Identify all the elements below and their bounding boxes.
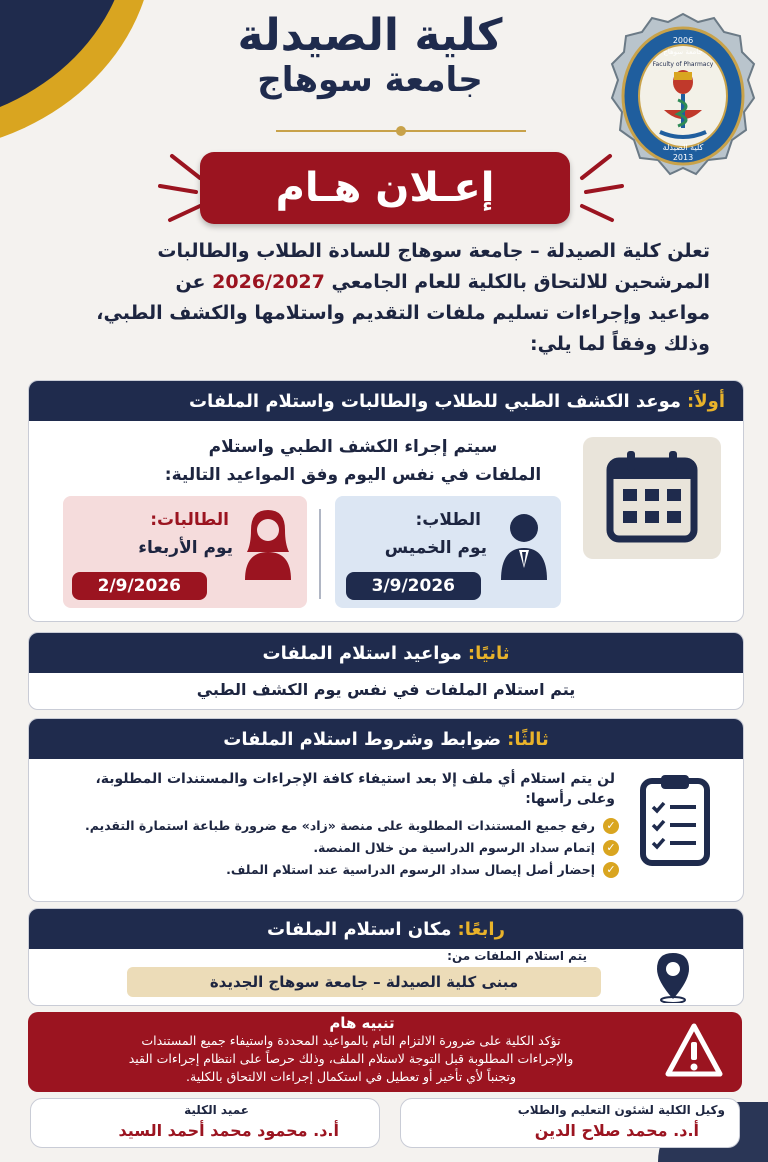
seal-year-bottom: 2013 (672, 153, 694, 162)
male-students-box (335, 496, 561, 608)
section2-header (29, 633, 743, 673)
seal-text-top: جامعة سوهاج (663, 48, 703, 56)
important-warning-box (28, 1012, 742, 1092)
section4-label: يتم استلام الملفات من: (447, 949, 587, 963)
section2-ordinal: ثانيًا: (467, 642, 510, 664)
dean-title: عميد الكلية (184, 1103, 249, 1117)
location-pin-icon (653, 951, 693, 1003)
warning-title: تنبيه هام (329, 1014, 395, 1032)
section-medical-exam (28, 380, 744, 622)
dean-name: أ.د. محمود محمد أحمد السيد (118, 1121, 339, 1140)
section3-ordinal: ثالثًا: (507, 728, 549, 750)
section3-intro (45, 769, 615, 809)
divider-dot (396, 126, 406, 136)
list-item-text: إتمام سداد الرسوم الدراسية من خلال المنصة. (313, 840, 595, 855)
intro-line-3: مواعيد وإجراءات تسليم ملفات التقديم واستلامها والكشف الطبي، (96, 302, 710, 324)
gender-divider (319, 509, 321, 599)
section4-title: مكان استلام الملفات (267, 918, 452, 940)
section-file-conditions (28, 718, 744, 902)
warning-text (46, 1032, 656, 1086)
section2-text: يتم استلام الملفات في نفس يوم الكشف الطبي (196, 680, 576, 699)
warning-line1: تؤكد الكلية على ضرورة الالتزام التام بالمواعيد المحددة واستيفاء جميع المستندات (141, 1033, 561, 1048)
section1-desc-line1: سيتم إجراء الكشف الطبي واستلام (208, 437, 498, 457)
calendar-icon (583, 437, 721, 559)
section-file-receipt-dates (28, 632, 744, 710)
intro-line-2b: عن (175, 271, 206, 293)
intro-line-2a: المرشحين للالتحاق بالكلية للعام الجامعي (331, 271, 710, 293)
page-header (170, 8, 570, 102)
page-title: كلية الصيدلة (237, 10, 503, 61)
page-subtitle: جامعة سوهاج (257, 60, 483, 100)
female-day: يوم الأربعاء (138, 538, 233, 558)
male-student-icon (497, 510, 551, 580)
female-date: 2/9/2026 (72, 572, 207, 600)
section3-checklist (39, 815, 619, 881)
warning-icon (664, 1022, 724, 1078)
banner-rays-right (572, 148, 632, 228)
section3-header (29, 719, 743, 759)
seal-text-english: Faculty of Pharmacy (652, 61, 714, 68)
section3-intro-line1: لن يتم استلام أي ملف إلا بعد استيفاء كافة الإجراءات والمستندات المطلوبة، (95, 771, 615, 787)
seal-text-bottom: كلية الصيدلة (662, 143, 704, 152)
section4-header (29, 909, 743, 949)
important-announcement-banner (200, 152, 570, 224)
intro-line-2 (20, 267, 710, 298)
section1-header (29, 381, 743, 421)
section3-intro-line2: وعلى رأسها: (525, 791, 615, 807)
female-students-box (63, 496, 307, 608)
intro-paragraph (20, 236, 710, 360)
academic-year: 2026/2027 (212, 271, 325, 293)
section3-title: ضوابط وشروط استلام الملفات (223, 728, 502, 750)
warning-line3: وتجنباً لأي تأخير أو تعطيل في استكمال إجراءات الالتحاق بالكلية. (186, 1069, 516, 1084)
warning-line2: والإجراءات المطلوبة قبل التوجة لاستلام الملف، وذلك حرصاً على انتظام إجراءات القيد (128, 1051, 574, 1066)
intro-line-1: تعلن كلية الصيدلة – جامعة سوهاج للسادة الطلاب والطالبات (157, 240, 710, 262)
calendar-icon-box (583, 437, 721, 559)
list-item-text: إحضار أصل إيصال سداد الرسوم الدراسية عند استلام الملف. (226, 862, 595, 877)
intro-line-4: وذلك وفقاً لما يلي: (529, 333, 710, 355)
checklist-icon (637, 771, 713, 867)
list-item (39, 837, 619, 859)
section4-ordinal: رابعًا: (457, 918, 505, 940)
signature-vice-dean (400, 1098, 740, 1148)
section1-title: موعد الكشف الطبي للطلاب والطالبات واستلام الملفات (188, 390, 682, 412)
check-icon: ✓ (603, 840, 619, 856)
male-day: يوم الخميس (384, 538, 487, 558)
check-icon: ✓ (603, 862, 619, 878)
location-address: مبنى كلية الصيدلة – جامعة سوهاج الجديدة (127, 967, 601, 997)
seal-year-top: 2006 (672, 36, 694, 45)
vice-dean-title: وكيل الكلية لشئون التعليم والطلاب (517, 1103, 725, 1117)
male-label: الطلاب: (415, 510, 481, 530)
female-student-icon (241, 508, 295, 580)
signature-dean (30, 1098, 380, 1148)
male-date: 3/9/2026 (346, 572, 481, 600)
female-label: الطالبات: (150, 510, 229, 530)
section1-ordinal: أولاً: (687, 390, 725, 412)
check-icon: ✓ (603, 818, 619, 834)
banner-text: إعـلان هـام (275, 165, 495, 211)
list-item-text: رفع جميع المستندات المطلوبة على منصة «زاد» مع ضرورة طباعة استمارة التقديم. (84, 818, 595, 833)
section1-description (163, 433, 543, 489)
list-item (39, 815, 619, 837)
section1-desc-line2: الملفات في نفس اليوم وفق المواعيد التالية: (164, 465, 542, 485)
list-item (39, 859, 619, 881)
section2-title: مواعيد استلام الملفات (262, 642, 462, 664)
vice-dean-name: أ.د. محمد صلاح الدين (534, 1121, 699, 1140)
section-file-location (28, 908, 744, 1006)
